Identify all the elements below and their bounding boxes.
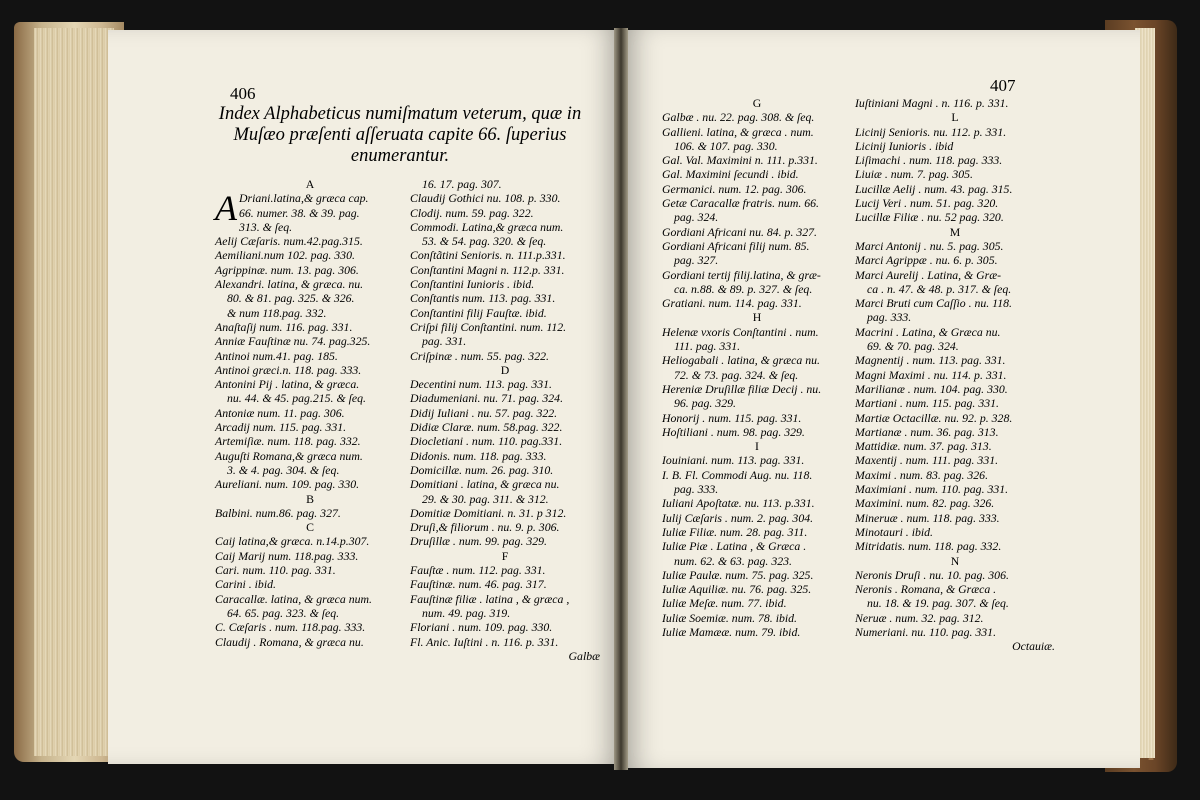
index-entry: Clodij. num. 59. pag. 322. xyxy=(410,205,534,220)
index-entry: Lucillæ Filiæ . nu. 52 pag. 320. xyxy=(855,210,1004,225)
catchword: Octauiæ. xyxy=(1012,639,1055,654)
index-letter-heading: L xyxy=(951,110,959,125)
index-entry: Honorij . num. 115. pag. 331. xyxy=(662,410,802,425)
index-entry: Agrippinæ. num. 13. pag. 306. xyxy=(215,262,359,277)
index-entry: Marci Agrippæ . nu. 6. p. 305. xyxy=(855,253,998,268)
index-entry-continuation: ca . n. 47. & 48. p. 317. & ſeq. xyxy=(867,281,1012,296)
index-letter-heading: G xyxy=(752,96,762,110)
heading-line: Muſæo præſenti aſſeruata capite 66. ſuperius xyxy=(233,125,567,145)
index-entry: Iouiniani. num. 113. pag. 331. xyxy=(662,453,805,468)
page-number-left: 406 xyxy=(230,84,256,103)
right-page-column-1 xyxy=(662,96,852,639)
index-entry: Gordiani Africani nu. 84. p. 327. xyxy=(662,224,818,239)
index-entry: Conſtantini Magni n. 112.p. 331. xyxy=(410,262,565,277)
index-letter-heading: N xyxy=(950,553,960,568)
index-entry: Auguſti Romana,& græca num. xyxy=(215,448,363,463)
index-entry: Mattidiæ. num. 37. pag. 313. xyxy=(855,439,992,454)
index-entry: Lucij Veri . num. 51. pag. 320. xyxy=(855,196,999,211)
index-entry: Druſillæ . num. 99. pag. 329. xyxy=(410,534,547,549)
index-entry: Gordiani tertij filij.latina, & græ- xyxy=(662,267,821,282)
index-entry-continuation: 69. & 70. pag. 324. xyxy=(867,339,959,354)
book-gutter xyxy=(614,28,628,770)
index-entry: Liuiæ . num. 7. pag. 305. xyxy=(855,167,973,182)
index-entry: Conſtantini Iunioris . ibid. xyxy=(410,277,535,292)
index-entry: Iuliæ Aquiliæ. nu. 76. pag. 325. xyxy=(662,582,812,597)
index-entry: Iuſtiniani Magni . n. 116. p. 331. xyxy=(855,96,1009,110)
index-entry-continuation: nu. 44. & 45. pag.215. & ſeq. xyxy=(227,391,366,406)
index-entry: Magnentij . num. 113. pag. 331. xyxy=(855,353,1006,368)
index-entry-continuation: 106. & 107. pag. 330. xyxy=(674,138,778,153)
index-entry: Gal. Maximini ſecundi . ibid. xyxy=(662,167,799,182)
index-entry-continuation: pag. 333. xyxy=(867,310,912,325)
index-entry: Alexandri. latina, & græca. nu. xyxy=(215,277,364,292)
index-entry: Didonis. num. 118. pag. 333. xyxy=(410,448,547,463)
page-edges-left xyxy=(34,28,114,756)
index-entry-continuation: & num 118.pag. 332. xyxy=(227,305,327,320)
index-entry: Decentini num. 113. pag. 331. xyxy=(410,377,552,392)
index-entry-continuation: 53. & 54. pag. 320. & ſeq. xyxy=(422,234,547,249)
index-entry: Druſi,& filiorum . nu. 9. p. 306. xyxy=(410,520,560,535)
index-letter-heading: C xyxy=(306,520,314,535)
index-entry: Didij Iuliani . nu. 57. pag. 322. xyxy=(410,405,558,420)
page-number-right: 407 xyxy=(990,76,1016,95)
index-entry: Galbæ . nu. 22. pag. 308. & ſeq. xyxy=(662,110,815,125)
index-entry: Balbini. num.86. pag. 327. xyxy=(215,505,341,520)
index-entry: Magni Maximi . nu. 114. p. 331. xyxy=(855,367,1007,382)
index-entry: Diocletiani . num. 110. pag.331. xyxy=(410,434,563,449)
index-entry: Caracallæ. latina, & græca num. xyxy=(215,591,372,606)
index-entry-continuation: nu. 18. & 19. pag. 307. & ſeq. xyxy=(867,596,1009,611)
index-entry-continuation: 29. & 30. pag. 311. & 312. xyxy=(422,491,549,506)
index-entry: Marci Aurelij . Latina, & Græ- xyxy=(855,267,1002,282)
index-entry: Neruæ . num. 32. pag. 312. xyxy=(855,610,984,625)
index-entry: Maximiani . num. 110. pag. 331. xyxy=(855,482,1009,497)
index-entry-continuation: 72. & 73. pag. 324. & ſeq. xyxy=(674,367,799,382)
catchword: Galbæ xyxy=(568,648,600,663)
index-entry: Gordiani Africani filij num. 85. xyxy=(662,238,810,253)
index-entry: Claudij Gothici nu. 108. p. 330. xyxy=(410,191,561,206)
index-entry: Gratiani. num. 114. pag. 331. xyxy=(662,296,802,311)
heading-line: enumerantur. xyxy=(350,146,450,166)
index-letter-heading: F xyxy=(501,548,509,563)
index-entry: Iuliæ Mamææ. num. 79. ibid. xyxy=(662,624,801,639)
index-entry-continuation: 313. & ſeq. xyxy=(239,219,293,234)
index-letter-heading: B xyxy=(306,491,314,506)
index-entry: Getæ Caracallæ fratris. num. 66. xyxy=(662,196,819,211)
index-entry-text: Driani.latina,& græca cap. xyxy=(239,191,369,206)
index-entry: Mineruæ . num. 118. pag. 333. xyxy=(855,510,1000,525)
index-entry-continuation: pag. 333. xyxy=(674,482,719,497)
left-page-column-2 xyxy=(410,177,600,663)
index-heading xyxy=(190,104,610,167)
index-entry-continuation: 64. 65. pag. 323. & ſeq. xyxy=(227,605,340,620)
heading-line: Index Alphabeticus numiſmatum veterum, quæ in xyxy=(218,104,582,124)
index-entry: Aemiliani.num 102. pag. 330. xyxy=(215,248,355,263)
index-entry: Iulij Cæſaris . num. 2. pag. 304. xyxy=(662,510,814,525)
index-letter-heading: A xyxy=(305,177,315,191)
index-entry-continuation: pag. 331. xyxy=(422,334,467,349)
index-entry: Martiani . num. 115. pag. 331. xyxy=(855,396,999,411)
index-entry: Fl. Anic. Iuſtini . n. 116. p. 331. xyxy=(410,634,559,649)
index-entry: Domitiæ Domitiani. n. 31. p 312. xyxy=(410,505,567,520)
index-entry: Marilianæ . num. 104. pag. 330. xyxy=(855,381,1008,396)
index-entry: Anaſtaſij num. 116. pag. 331. xyxy=(215,319,353,334)
index-entry: Maximini. num. 82. pag. 326. xyxy=(855,496,995,511)
index-entry: Diadumeniani. nu. 71. pag. 324. xyxy=(410,391,564,406)
index-entry: Martiæ Octacillæ. nu. 92. p. 328. xyxy=(855,410,1013,425)
index-entry: Fauſtinæ. num. 46. pag. 317. xyxy=(410,577,547,592)
index-entry: Caij Marij num. 118.pag. 333. xyxy=(215,548,359,563)
index-entry: Arcadij num. 115. pag. 331. xyxy=(215,420,347,435)
index-entry: Caij latina,& græca. n.14.p.307. xyxy=(215,534,370,549)
index-entry: Iuliæ Soemiæ. num. 78. ibid. xyxy=(662,610,798,625)
index-entry: Helenæ vxoris Conſtantini . num. xyxy=(662,324,819,339)
right-page-column-2 xyxy=(855,96,1055,654)
index-entry: Commodi. Latina,& græca num. xyxy=(410,219,564,234)
index-entry: Iuliæ Meſæ. num. 77. ibid. xyxy=(662,596,787,611)
index-entry: Domicillæ. num. 26. pag. 310. xyxy=(410,462,554,477)
index-entry: Cari. num. 110. pag. 331. xyxy=(215,563,336,578)
index-entry: Carini . ibid. xyxy=(215,577,276,592)
index-entry: Conſtantis num. 113. pag. 331. xyxy=(410,291,556,306)
index-entry-continuation: num. 62. & 63. pag. 323. xyxy=(674,553,792,568)
index-entry: Conſtãtini Senioris. n. 111.p.331. xyxy=(410,248,566,263)
index-entry: Aelij Cæſaris. num.42.pag.315. xyxy=(215,234,363,249)
index-letter-heading: H xyxy=(752,310,762,325)
index-letter-heading: I xyxy=(755,439,759,454)
index-entry: I. B. Fl. Commodi Aug. nu. 118. xyxy=(662,467,813,482)
index-entry: Marci Antonij . nu. 5. pag. 305. xyxy=(855,238,1004,253)
index-entry: Minotauri . ibid. xyxy=(855,524,933,539)
index-entry: Conſtantini filij Fauſtæ. ibid. xyxy=(410,305,547,320)
index-entry: Macrini . Latina, & Græca nu. xyxy=(855,324,1001,339)
index-entry: Martianæ . num. 36. pag. 313. xyxy=(855,424,999,439)
index-entry: Antinoi num.41. pag. 185. xyxy=(215,348,338,363)
index-entry: Iuliæ Paulæ. num. 75. pag. 325. xyxy=(662,567,814,582)
index-entry: Maxentij . num. 111. pag. 331. xyxy=(855,453,999,468)
index-entry-continuation: pag. 324. xyxy=(674,210,719,225)
index-entry-continuation: num. 49. pag. 319. xyxy=(422,605,511,620)
index-entry: Iuliæ Filiæ. num. 28. pag. 311. xyxy=(662,524,808,539)
index-entry-continuation: 111. pag. 331. xyxy=(674,339,741,354)
index-entry: Fauſtinæ filiæ . latina , & græca , xyxy=(410,591,570,606)
index-entry: C. Cæſaris . num. 118.pag. 333. xyxy=(215,620,366,635)
index-entry: Numeriani. nu. 110. pag. 331. xyxy=(855,624,997,639)
index-entry-continuation: 80. & 81. pag. 325. & 326. xyxy=(227,291,355,306)
index-entry: Floriani . num. 109. pag. 330. xyxy=(410,620,553,635)
index-entry: Criſpinæ . num. 55. pag. 322. xyxy=(410,348,549,363)
index-entry: Antinoi græci.n. 118. pag. 333. xyxy=(215,362,362,377)
index-entry: Lucillæ Aelij . num. 43. pag. 315. xyxy=(855,181,1013,196)
index-entry: Heliogabali . latina, & græca nu. xyxy=(662,353,820,368)
index-entry: Mitridatis. num. 118. pag. 332. xyxy=(855,539,1002,554)
index-entry: Hoſtiliani . num. 98. pag. 329. xyxy=(662,424,805,439)
index-entry: Antoniæ num. 11. pag. 306. xyxy=(215,405,345,420)
index-entry: Anniæ Fauſtinæ nu. 74. pag.325. xyxy=(215,334,371,349)
drop-cap: A xyxy=(215,188,237,229)
index-entry-continuation: 66. numer. 38. & 39. pag. xyxy=(239,205,360,220)
index-entry: Germanici. num. 12. pag. 306. xyxy=(662,181,807,196)
index-entry: Iuliani Apoſtatæ. nu. 113. p.331. xyxy=(662,496,815,511)
index-entry: Neronis Druſi . nu. 10. pag. 306. xyxy=(855,567,1009,582)
index-entry: Licinij Iunioris . ibid xyxy=(855,138,954,153)
index-entry: Domitiani . latina, & græca nu. xyxy=(410,477,560,492)
index-entry-continuation: 16. 17. pag. 307. xyxy=(422,177,502,191)
index-entry: Marci Bruti cum Caſſio . nu. 118. xyxy=(855,296,1012,311)
index-entry: Didiæ Claræ. num. 58.pag. 322. xyxy=(410,420,563,435)
index-entry-continuation: 3. & 4. pag. 304. & ſeq. xyxy=(227,462,340,477)
left-page-column-1 xyxy=(215,177,405,649)
index-entry-continuation: 96. pag. 329. xyxy=(674,396,736,411)
index-entry: Antonini Pij . latina, & græca. xyxy=(215,377,360,392)
index-entry: Iuliæ Piæ . Latina , & Græca . xyxy=(662,539,807,554)
index-letter-heading: M xyxy=(949,224,961,239)
index-entry: Aureliani. num. 109. pag. 330. xyxy=(215,477,360,492)
index-entry: Liſimachi . num. 118. pag. 333. xyxy=(855,153,1003,168)
index-entry: Gal. Val. Maximini n. 111. p.331. xyxy=(662,153,818,168)
index-entry: Claudij . Romana, & græca nu. xyxy=(215,634,364,649)
index-entry: Gallieni. latina, & græca . num. xyxy=(662,124,814,139)
index-entry-continuation: ca. n.88. & 89. p. 327. & ſeq. xyxy=(674,281,813,296)
index-letter-heading: D xyxy=(500,362,510,377)
index-entry: Licinij Senioris. nu. 112. p. 331. xyxy=(855,124,1007,139)
index-entry-continuation: pag. 327. xyxy=(674,253,719,268)
index-entry: Artemiſiæ. num. 118. pag. 332. xyxy=(215,434,361,449)
index-entry: Fauſtæ . num. 112. pag. 331. xyxy=(410,563,546,578)
index-entry: Criſpi filij Conſtantini. num. 112. xyxy=(410,319,567,334)
index-entry: Neronis . Romana, & Græca . xyxy=(855,582,997,597)
index-entry: Hereniæ Druſillæ filiæ Decij . nu. xyxy=(662,381,822,396)
index-entry: Maximi . num. 83. pag. 326. xyxy=(855,467,989,482)
